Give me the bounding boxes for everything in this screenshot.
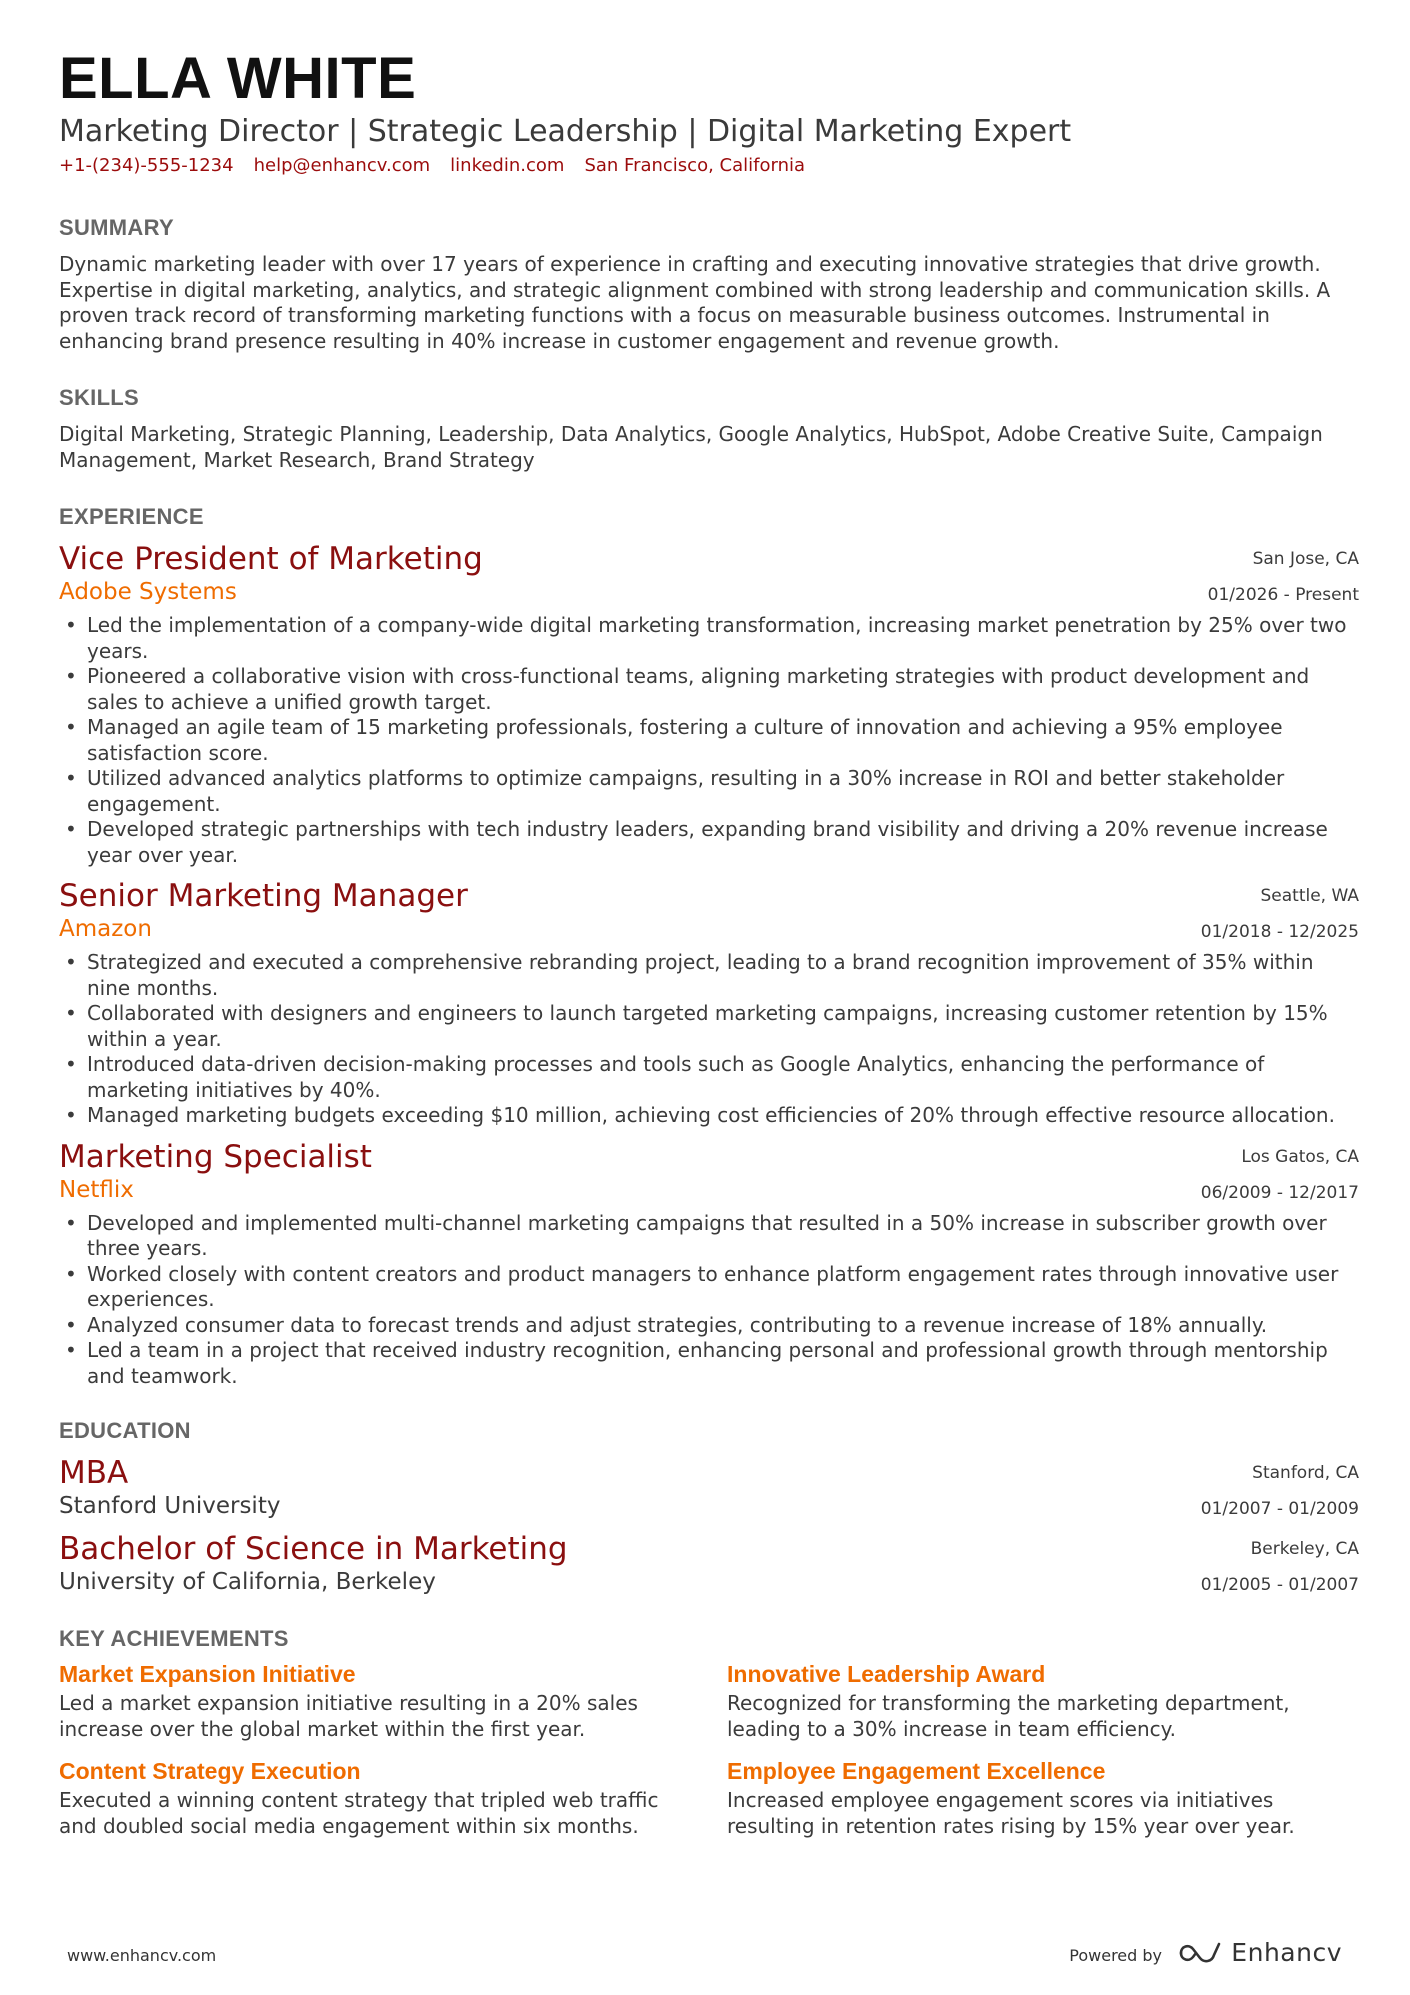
footer-brand-name: Enhancv xyxy=(1231,1938,1342,1967)
job-company: Netflix xyxy=(59,1176,134,1203)
email-link[interactable]: help@enhancv.com xyxy=(253,155,431,176)
job-bullet: • Developed strategic partnerships with tech industry leaders, expanding brand visibility and driving a 20% revenue increase year over year. xyxy=(59,817,1359,868)
job-bullet: • Strategized and executed a comprehensive rebranding project, leading to a brand recognition improvement of 35% within nine months. xyxy=(59,950,1359,1001)
education-title: EDUCATION xyxy=(59,1418,191,1443)
job-company: Amazon xyxy=(59,916,152,942)
job-location: Seattle, WA xyxy=(1260,886,1359,906)
education-meta xyxy=(1201,1455,1359,1527)
achievements-grid xyxy=(59,1657,1359,1851)
job-bullets xyxy=(59,613,1359,868)
achievement-desc: Led a market expansion initiative resulting in a 20% sales increase over the global market within the first year. xyxy=(59,1691,638,1741)
education-school: Stanford University xyxy=(59,1493,281,1519)
achievement-desc: Executed a winning content strategy that tripled web traffic and doubled social media engagement within six months. xyxy=(59,1788,659,1838)
job-location: Los Gatos, CA xyxy=(1241,1146,1359,1167)
linkedin-link[interactable]: linkedin.com xyxy=(450,155,565,176)
skills-text: Digital Marketing, Strategic Planning, Leadership, Data Analytics, Google Analytics, HubSpot, Adobe Creative Suite, Campaign Management, Market Research, Brand Strategy xyxy=(59,422,1323,472)
job-entry xyxy=(59,878,1359,1129)
phone-link[interactable]: +1-(234)-555-1234 xyxy=(59,155,234,176)
job-title: Vice President of Marketing xyxy=(59,541,483,577)
achievement-title: Market Expansion Initiative xyxy=(59,1661,356,1687)
job-bullet: • Utilized advanced analytics platforms to optimize campaigns, resulting in a 30% increase in ROI and better stakeholder engagement. xyxy=(59,766,1359,817)
job-title: Marketing Specialist xyxy=(59,1138,372,1175)
summary-section xyxy=(59,214,1359,354)
achievements-section xyxy=(59,1625,1359,1851)
education-section xyxy=(59,1417,1359,1597)
job-bullet: • Led the implementation of a company-wide digital marketing transformation, increasing market penetration by 25% over two years. xyxy=(59,613,1359,664)
job-dates: 06/2009 - 12/2017 xyxy=(1200,1182,1359,1203)
candidate-name: ELLA WHITE xyxy=(59,46,417,111)
education-school: University of California, Berkeley xyxy=(59,1569,436,1595)
job-bullet: • Introduced data-driven decision-making processes and tools such as Google Analytics, enhancing the performance of marketing initiatives by 40%. xyxy=(59,1052,1359,1103)
achievement-item xyxy=(59,1657,691,1742)
job-entry xyxy=(59,541,1359,868)
education-entry xyxy=(59,1455,1359,1521)
job-bullet: • Collaborated with designers and engineers to launch targeted marketing campaigns, increasing customer retention by 15% within a year. xyxy=(59,1001,1359,1052)
location-text: San Francisco, California xyxy=(584,155,806,176)
education-degree: Bachelor of Science in Marketing xyxy=(59,1531,568,1567)
education-location: Berkeley, CA xyxy=(1250,1539,1359,1559)
education-location: Stanford, CA xyxy=(1252,1463,1359,1483)
job-location: San Jose, CA xyxy=(1252,549,1359,569)
job-bullet: • Managed marketing budgets exceeding $10 million, achieving cost efficiencies of 20% through effective resource allocation. xyxy=(59,1103,1359,1129)
footer-powered-by: Powered by xyxy=(1069,1946,1162,1965)
summary-title: SUMMARY xyxy=(59,215,174,240)
experience-section xyxy=(59,503,1359,1389)
job-entry xyxy=(59,1139,1359,1390)
achievements-title: KEY ACHIEVEMENTS xyxy=(59,1626,289,1651)
achievement-title: Innovative Leadership Award xyxy=(727,1661,1046,1687)
achievement-desc: Recognized for transforming the marketing department, leading to a 30% increase in team efficiency. xyxy=(727,1691,1290,1741)
education-dates: 01/2005 - 01/2007 xyxy=(1200,1575,1359,1595)
skills-section xyxy=(59,384,1359,473)
enhancv-logo[interactable] xyxy=(1177,1938,1342,1967)
job-bullet: • Developed and implemented multi-channel marketing campaigns that resulted in a 50% increase in subscriber growth over three years. xyxy=(59,1211,1359,1262)
page-footer xyxy=(67,1936,1342,1976)
job-bullet: • Pioneered a collaborative vision with cross-functional teams, aligning marketing strategies with product development and sales to achieve a unified growth target. xyxy=(59,664,1359,715)
education-degree: MBA xyxy=(59,1455,129,1491)
job-dates: 01/2026 - Present xyxy=(1207,585,1359,605)
job-meta xyxy=(1201,1139,1359,1211)
achievement-desc: Increased employee engagement scores via initiatives resulting in retention rates rising by 15% year over year. xyxy=(727,1788,1295,1838)
job-bullet: • Managed an agile team of 15 marketing professionals, fostering a culture of innovation and achieving a 95% employee satisfaction score. xyxy=(59,715,1359,766)
candidate-headline: Marketing Director | Strategic Leadership | Digital Marketing Expert xyxy=(59,114,1072,149)
job-bullet: • Led a team in a project that received industry recognition, enhancing personal and professional growth through mentorship and teamwork. xyxy=(59,1338,1359,1389)
job-company: Adobe Systems xyxy=(59,579,237,605)
resume-page xyxy=(59,46,1359,1851)
achievement-item xyxy=(59,1754,691,1839)
education-entry xyxy=(59,1531,1359,1597)
job-bullet: • Worked closely with content creators and product managers to enhance platform engagement rates through innovative user experiences. xyxy=(59,1262,1359,1313)
job-bullets xyxy=(59,1211,1359,1390)
contact-row xyxy=(59,154,1359,178)
job-title: Senior Marketing Manager xyxy=(59,878,468,914)
job-dates: 01/2018 - 12/2025 xyxy=(1200,922,1359,942)
job-bullets xyxy=(59,950,1359,1129)
achievement-item xyxy=(727,1657,1359,1742)
experience-title: EXPERIENCE xyxy=(59,504,204,529)
achievement-item xyxy=(727,1754,1359,1839)
education-dates: 01/2007 - 01/2009 xyxy=(1200,1499,1359,1519)
education-meta xyxy=(1201,1531,1359,1603)
summary-text: Dynamic marketing leader with over 17 years of experience in crafting and executing innovative strategies that drive growth. Expertise in digital marketing, analytics, and strategic alignment combined with strong leadership and communication skills. A proven track record of transforming marketing functions with a focus on measurable business outcomes. Instrumental in enhancing brand presence resulting in 40% increase in customer engagement and revenue growth. xyxy=(59,252,1331,353)
job-meta xyxy=(1201,878,1359,950)
skills-title: SKILLS xyxy=(59,385,140,410)
enhancv-logo-icon xyxy=(1177,1940,1223,1966)
achievement-title: Employee Engagement Excellence xyxy=(727,1758,1106,1784)
job-meta xyxy=(1208,541,1359,613)
job-bullet: • Analyzed consumer data to forecast trends and adjust strategies, contributing to a revenue increase of 18% annually. xyxy=(59,1313,1359,1339)
achievement-title: Content Strategy Execution xyxy=(59,1758,361,1784)
footer-url-link[interactable]: www.enhancv.com xyxy=(67,1946,217,1965)
